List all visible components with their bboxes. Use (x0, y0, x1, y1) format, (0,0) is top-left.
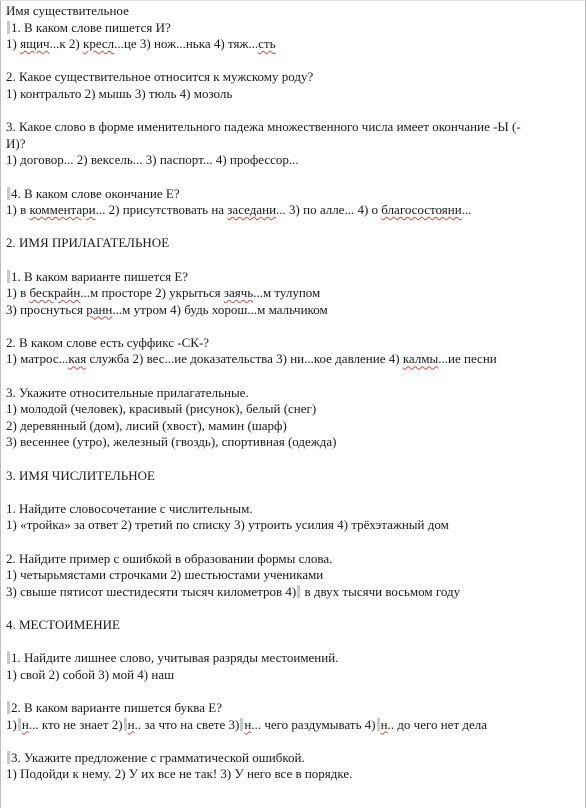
answers-2-1-line-2: 3) проснуться ранн...м утром 4) будь хорош...м мальчиком (6, 301, 328, 317)
answers-2-3-line-1: 1) молодой (человек), красивый (рисунок), белый (снег) (6, 401, 317, 417)
question-2-3: 3. Укажите относительные прилагательные. (6, 384, 249, 400)
question-1-3-line-1: 3. Какое слово в форме именительного падежа множественного числа имеет окончание -Ы (- (6, 119, 521, 135)
answers-2-2: 1) матрос...кая служба 2) вес...ие доказательства 3) ни...кое давление 4) калмы...ие песни (6, 351, 497, 367)
paragraph-mark-icon (7, 270, 10, 283)
question-2-1: 1. В каком варианте пишется Е? (6, 269, 585, 286)
answers-2-1-line-1: 1) в бескрайн...м просторе 2) укрыться заячь...м тулупом (6, 285, 321, 301)
paragraph-mark-icon (18, 718, 21, 731)
answers-2-3-line-3: 3) весеннее (утро), железный (гвоздь), спортивная (одежда) (6, 434, 337, 450)
answers-2-3-line-2: 2) деревянный (дом), лисий (хвост), мамин (шарф) (6, 417, 287, 433)
answers-3-1: 1) «тройка» за ответ 2) третий по списку 3) утроить усилия 4) трёхэтажный дом (6, 517, 449, 533)
answers-4-1: 1) свой 2) собой 3) мой 4) наш (6, 666, 175, 682)
answers-4-3: 1) Подойди к нему. 2) У их все не так! 3) У него все в порядке. (6, 766, 353, 782)
question-1-3-line-2: И)? (6, 135, 26, 151)
answers-4-2: 1) н... кто не знает 2) н.. за что на свете 3) н... чего раздумывать 4) н.. до чего нет дела (6, 716, 488, 732)
document-body (1, 1, 585, 783)
section-title-pronoun: 4. МЕСТОИМЕНИЕ (6, 616, 120, 632)
answers-1-4: 1) в комментари... 2) присутствовать на заседани... 3) по алле... 4) о благосостояни... (6, 202, 472, 218)
section-title-noun: Имя существительное (6, 3, 129, 18)
paragraph-mark-icon (7, 751, 10, 764)
question-3-1: 1. Найдите словосочетание с числительным. (6, 500, 253, 516)
paragraph-mark-icon (240, 718, 243, 731)
question-3-2: 2. Найдите пример с ошибкой в образовании формы слова. (6, 550, 333, 566)
question-1-4: 4. В каком слове окончание Е? (6, 186, 585, 203)
question-4-1: 1. Найдите лишнее слово, учитывая разряды местоимений. (6, 650, 585, 667)
answers-1-2: 1) контральто 2) мышь 3) тюль 4) мозоль (6, 85, 233, 101)
question-4-2: 2. В каком варианте пишется буква Е? (6, 700, 585, 717)
paragraph-mark-icon (297, 585, 300, 598)
question-4-3: 3. Укажите предложение с грамматической ошибкой. (6, 750, 585, 767)
paragraph-mark-icon (7, 187, 10, 200)
answers-1-1: 1) ящич...к 2) кресл...це 3) нож...нька 4) тяж...сть (6, 36, 276, 52)
section-title-numeral: 3. ИМЯ ЧИСЛИТЕЛЬНОЕ (6, 467, 155, 483)
question-1-2: 2. Какое существительное относится к мужскому роду? (6, 69, 314, 85)
paragraph-mark-icon (7, 21, 10, 34)
answers-1-3: 1) договор... 2) вексель... 3) паспорт... 4) профессор... (6, 152, 299, 168)
section-title-adjective: 2. ИМЯ ПРИЛАГАТЕЛЬНОЕ (6, 235, 170, 251)
question-1-1: 1. В каком слове пишется И? (6, 20, 585, 37)
paragraph-mark-icon (7, 701, 10, 714)
paragraph-mark-icon (124, 718, 127, 731)
answers-3-2-line-2: 3) свыше пятисот шестидесяти тысяч километров 4) в двух тысячи восьмом году (6, 583, 461, 599)
paragraph-mark-icon (377, 718, 380, 731)
paragraph-mark-icon (7, 651, 10, 664)
answers-3-2-line-1: 1) четырьмястами строчками 2) шестьюстами учениками (6, 567, 324, 583)
question-2-2: 2. В каком слове есть суффикс -СК-? (6, 334, 210, 350)
